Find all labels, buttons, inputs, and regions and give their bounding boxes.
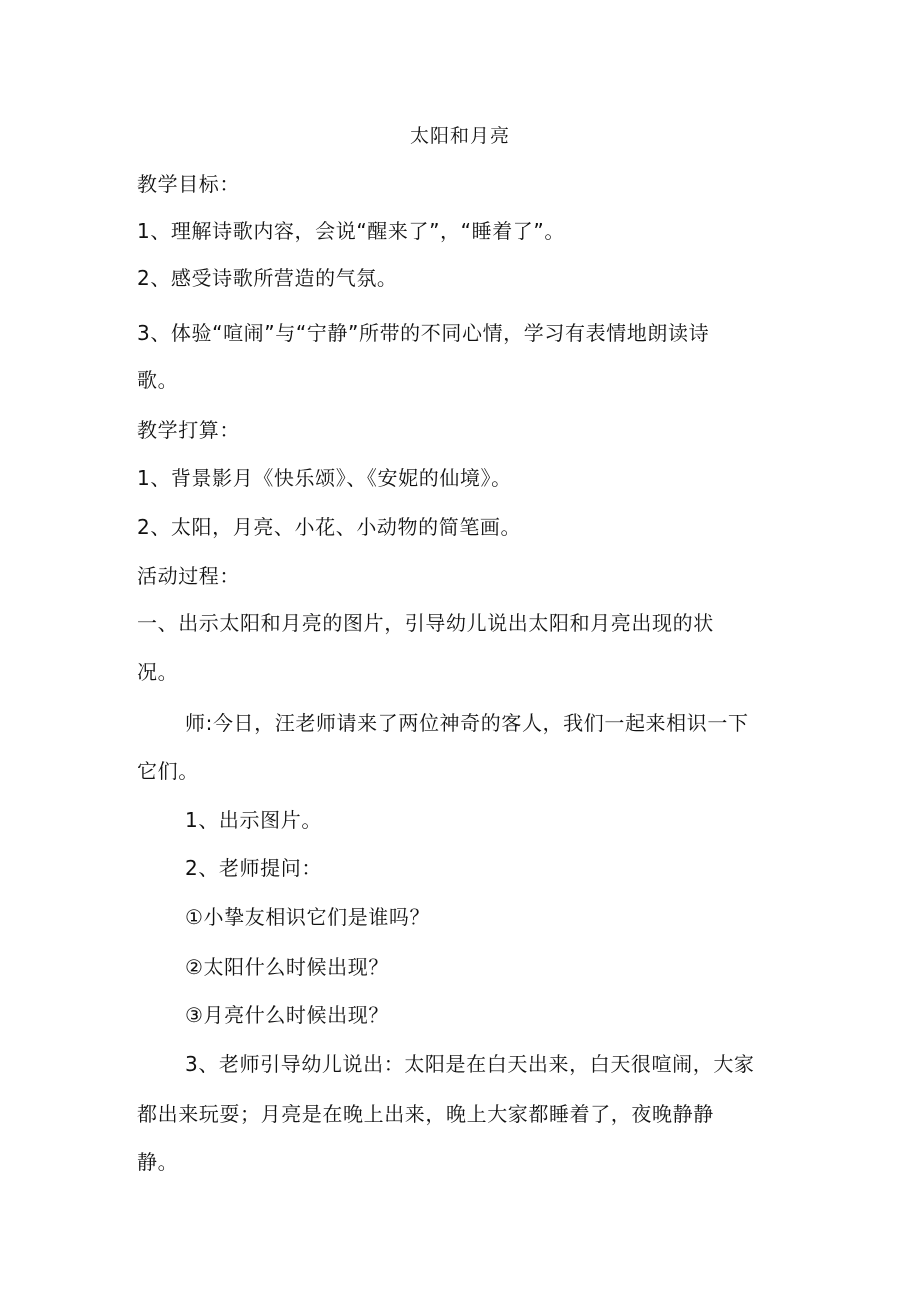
substep-teacher-guidance-end: 静。 xyxy=(137,1150,179,1174)
preparation-item-1: 1、背景影月《快乐颂》、《安妮的仙境》。 xyxy=(137,466,512,490)
teacher-dialogue: 师:今日，汪老师请来了两位神奇的客人，我们一起来相识一下 xyxy=(185,711,749,735)
substep-teacher-guidance: 3、老师引导幼儿说出：太阳是在白天出来，白天很喧闹，大家 xyxy=(185,1052,755,1076)
section-heading-teaching-goals: 教学目标： xyxy=(137,172,240,196)
goal-item-3-continued: 歌。 xyxy=(137,368,179,392)
goal-item-1: 1、理解诗歌内容，会说“醒来了”，“睡着了”。 xyxy=(137,219,565,243)
substep-teacher-questions: 2、老师提问： xyxy=(185,856,322,880)
document-title: 太阳和月亮 xyxy=(409,125,510,147)
activity-step-1: 一、出示太阳和月亮的图片，引导幼儿说出太阳和月亮出现的状 xyxy=(137,611,714,635)
goal-item-2: 2、感受诗歌所营造的气氛。 xyxy=(137,266,398,290)
preparation-item-2: 2、太阳，月亮、小花、小动物的简笔画。 xyxy=(137,515,522,539)
question-1: ①小挚友相识它们是谁吗？ xyxy=(185,905,431,929)
goal-item-3: 3、体验“喧闹”与“宁静”所带的不同心情，学习有表情地朗读诗 xyxy=(137,321,710,345)
question-3: ③月亮什么时候出现？ xyxy=(185,1003,389,1027)
substep-teacher-guidance-continued: 都出来玩耍；月亮是在晚上出来，晚上大家都睡着了，夜晚静静 xyxy=(137,1102,714,1126)
question-2: ②太阳什么时候出现？ xyxy=(185,955,389,979)
section-heading-preparation: 教学打算： xyxy=(137,418,240,442)
section-heading-activity-process: 活动过程： xyxy=(137,564,240,588)
activity-step-1-continued: 况。 xyxy=(137,660,179,684)
substep-show-picture: 1、出示图片。 xyxy=(185,808,322,832)
teacher-dialogue-continued: 它们。 xyxy=(137,759,199,783)
